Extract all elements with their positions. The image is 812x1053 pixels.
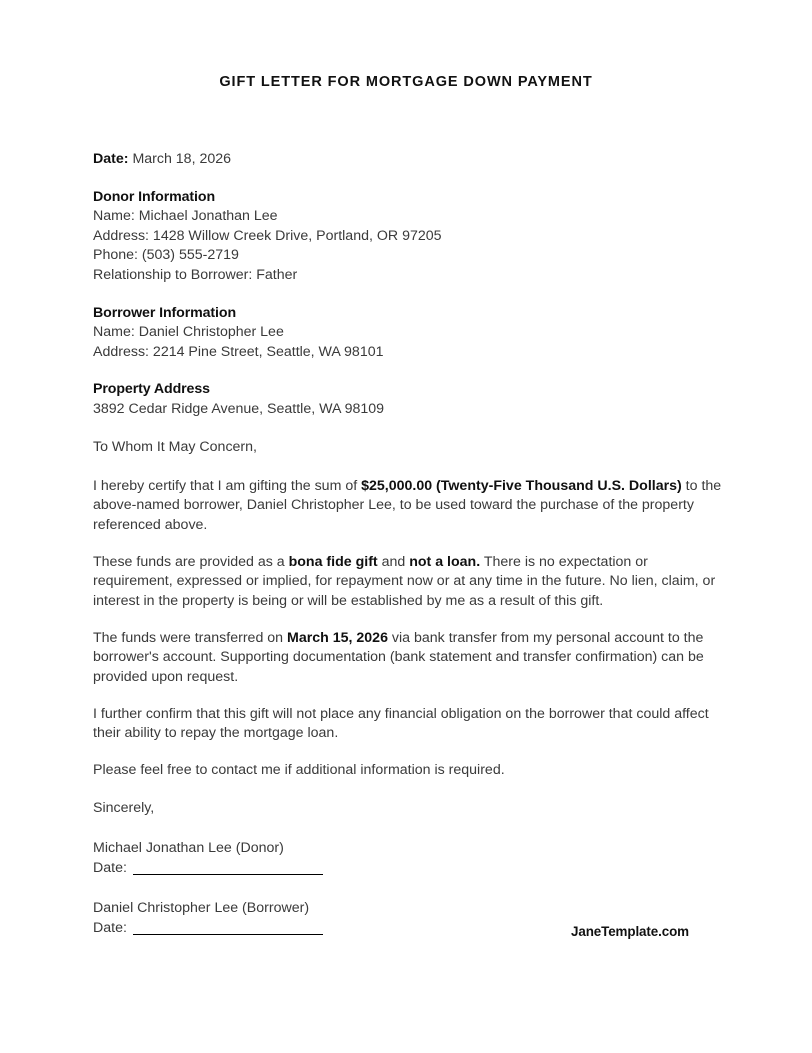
borrower-information-heading: Borrower Information	[93, 304, 237, 321]
property-address-value: 3892 Cedar Ridge Avenue, Seattle, WA 98109	[93, 400, 385, 417]
donor-phone: Phone: (503) 555-2719	[93, 247, 239, 264]
donor-address: Address: 1428 Willow Creek Drive, Portland, OR 97205	[93, 227, 442, 244]
paragraph-transfer-date	[93, 629, 725, 687]
closing-line: Sincerely,	[93, 799, 155, 816]
borrower-date-signature-line[interactable]	[133, 934, 323, 935]
donor-date-label: Date:	[93, 860, 127, 877]
borrower-address: Address: 2214 Pine Street, Seattle, WA 98101	[93, 343, 384, 360]
paragraph-2-text-after: There is no expectation or requirement, expressed or implied, for repayment now or at any time in the future. No lien, claim, or interest in the property is being or will be established by me as a result of this gift.	[93, 554, 716, 609]
watermark-branding: JaneTemplate.com	[571, 924, 689, 939]
not-a-loan-bold: not a loan.	[409, 554, 481, 571]
date-value: March 18, 2026	[132, 151, 232, 167]
borrower-name: Name: Daniel Christopher Lee	[93, 324, 284, 341]
donor-signature-name: Michael Jonathan Lee (Donor)	[93, 840, 284, 857]
paragraph-3-text-before: The funds were transferred on	[93, 629, 287, 646]
donor-information-block	[93, 188, 725, 286]
donor-name: Name: Michael Jonathan Lee	[93, 208, 278, 225]
date-label: Date:	[93, 151, 129, 167]
paragraph-1-text-before: I hereby certify that I am gifting the sum of	[93, 478, 362, 495]
paragraph-1-text-after: to the above-named borrower, Daniel Christopher Lee, to be used toward the purchase of the property referenced above.	[93, 478, 722, 533]
bona-fide-gift-bold: bona fide gift	[288, 554, 378, 571]
paragraph-3-text-after: via bank transfer from my personal account to the borrower's account. Supporting documentation (bank statement and transfer confirmation) can be provided upon request.	[93, 629, 704, 685]
borrower-date-label: Date:	[93, 920, 127, 937]
donor-information-heading: Donor Information	[93, 188, 216, 205]
page-title: GIFT LETTER FOR MORTGAGE DOWN PAYMENT	[219, 74, 593, 90]
paragraph-gift-amount	[93, 477, 725, 535]
paragraph-contact: Please feel free to contact me if additional information is required.	[93, 762, 505, 779]
donor-date-row	[93, 858, 725, 878]
salutation: To Whom It May Concern,	[93, 438, 257, 455]
paragraph-2-text-before: These funds are provided as a	[93, 554, 289, 571]
date-block	[93, 150, 725, 170]
property-address-heading: Property Address	[93, 381, 210, 398]
paragraph-bona-fide-gift	[93, 553, 725, 611]
borrower-information-block	[93, 304, 725, 363]
document-body	[93, 150, 725, 958]
transfer-date-bold: March 15, 2026	[287, 629, 388, 646]
gift-amount-bold: $25,000.00 (Twenty-Five Thousand U.S. Dollars)	[361, 478, 682, 495]
property-address-block	[93, 380, 725, 419]
paragraph-2-text-between: and	[377, 554, 410, 571]
donor-relationship: Relationship to Borrower: Father	[93, 266, 298, 283]
date-line	[93, 150, 725, 170]
borrower-signature-name: Daniel Christopher Lee (Borrower)	[93, 900, 310, 917]
donor-date-signature-line[interactable]	[133, 874, 323, 875]
signature-block-donor	[93, 838, 725, 878]
paragraph-no-obligation: I further confirm that this gift will not place any financial obligation on the borrower that could affect their ability to repay the mortgage loan.	[93, 705, 709, 742]
